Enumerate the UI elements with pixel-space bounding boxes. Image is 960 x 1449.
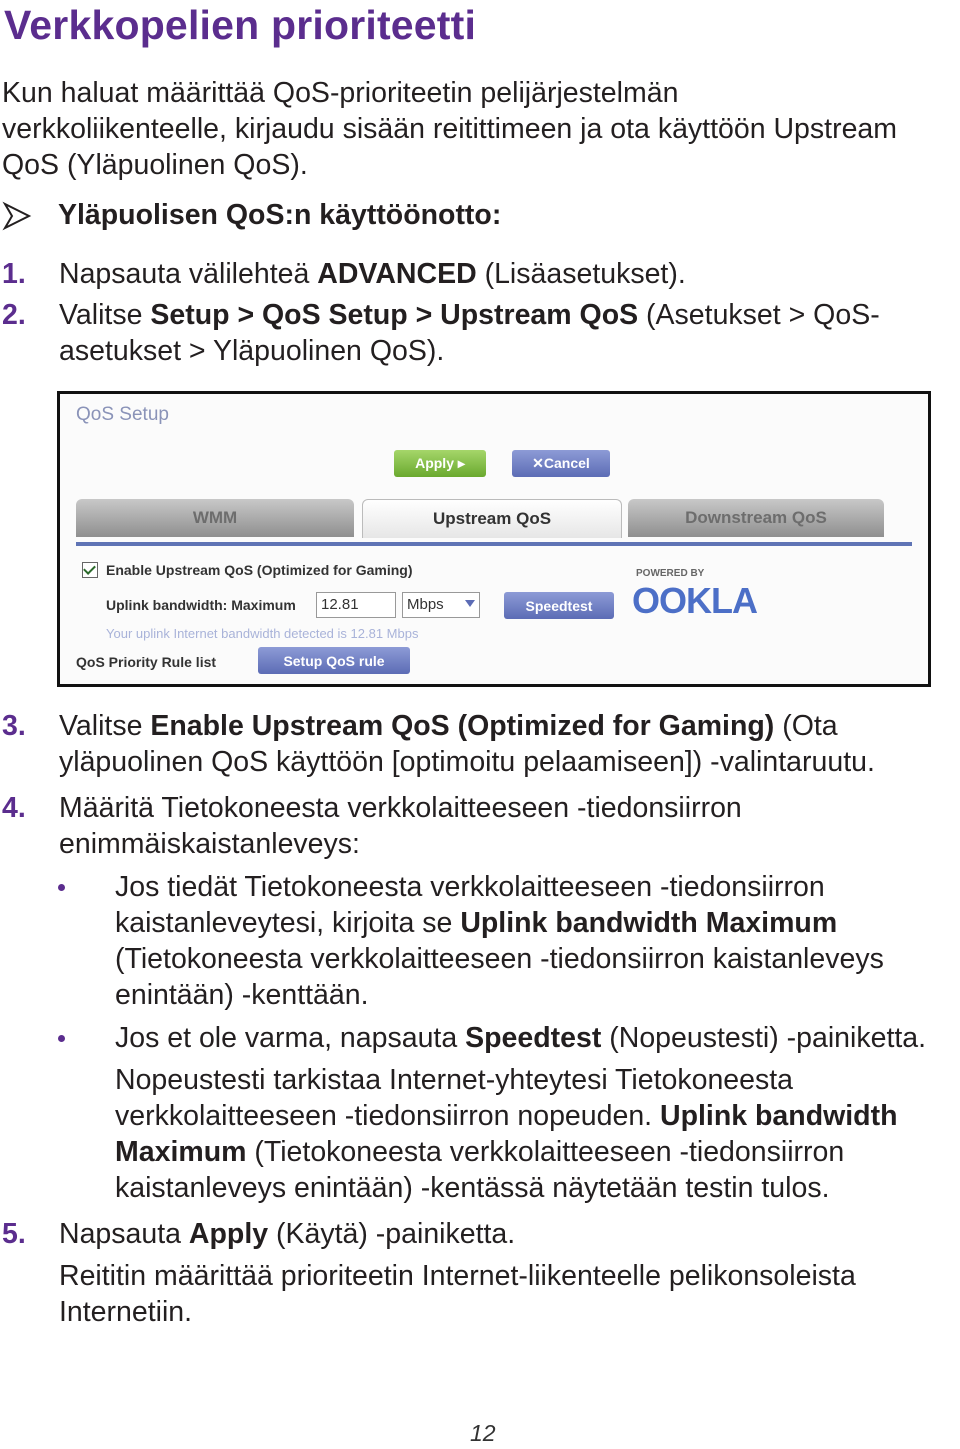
tab-downstream-qos[interactable]: Downstream QoS	[628, 499, 884, 537]
powered-by-text: POWERED BY	[636, 568, 705, 579]
intro-paragraph: Kun haluat määrittää QoS-prioriteetin pelijärjestelmän verkkoliikenteelle, kirjaudu sisään reitittimeen ja ota käyttöön Upstream QoS (Yläpuolinen QoS).	[2, 77, 898, 181]
step-number: 2.	[2, 299, 26, 331]
arrowhead-icon	[2, 201, 32, 231]
closing-paragraph: Reititin määrittää prioriteetin Internet-liikenteelle pelikonsoleista Internetiin.	[59, 1260, 856, 1328]
tab-wmm[interactable]: WMM	[76, 499, 354, 537]
step-text: Napsauta välilehteä ADVANCED (Lisäasetukset).	[59, 258, 686, 290]
speedtest-button[interactable]: Speedtest	[504, 592, 614, 619]
step-text: Valitse Setup > QoS Setup > Upstream QoS (Asetukset > QoS-asetukset > Yläpuolinen QoS).	[59, 299, 880, 367]
tab-divider	[76, 542, 912, 546]
enable-upstream-qos-row	[82, 562, 412, 578]
step-number: 1.	[2, 258, 26, 290]
step-number: 5.	[2, 1218, 26, 1250]
apply-button[interactable]: Apply ▸	[394, 450, 486, 477]
detected-bandwidth-text: Your uplink Internet bandwidth detected is 12.81 Mbps	[106, 626, 419, 641]
bandwidth-unit-select[interactable]	[402, 592, 480, 618]
tab-upstream-qos[interactable]: Upstream QoS	[362, 499, 622, 538]
cancel-button[interactable]: ✕Cancel	[512, 450, 610, 477]
bandwidth-unit-value: Mbps	[407, 596, 444, 613]
bullet-icon	[58, 884, 65, 891]
qos-setup-screenshot	[57, 391, 931, 687]
chevron-down-icon	[465, 600, 475, 607]
step-text: Määritä Tietokoneesta verkkolaitteeseen -tiedonsiirron enimmäiskaistanleveys:	[59, 792, 742, 860]
step-text: Napsauta Apply (Käytä) -painiketta.	[59, 1218, 516, 1250]
step-text: Valitse Enable Upstream QoS (Optimized for Gaming) (Ota yläpuolinen QoS käyttöön [optimoitu pelaamiseen]) -valintaruutu.	[59, 710, 875, 778]
procedure-heading	[2, 199, 501, 232]
bullet-text: Jos tiedät Tietokoneesta verkkolaitteeseen -tiedonsiirron kaistanleveytesi, kirjoita se Uplink bandwidth Maximum (Tietokoneesta verkkolaitteeseen -tiedonsiirron kaistanleveys enintään) -kenttään.	[115, 871, 884, 1011]
step-number: 3.	[2, 710, 26, 742]
bullet-icon	[58, 1035, 65, 1042]
speedtest-explanation: Nopeustesti tarkistaa Internet-yhteytesi Tietokoneesta verkkolaitteeseen -tiedonsiirron nopeuden. Uplink bandwidth Maximum (Tietokoneesta verkkolaitteeseen -tiedonsiirron kaistanleveys enintään) -kentässä näytetään testin tulos.	[115, 1064, 898, 1204]
uplink-bandwidth-label: Uplink bandwidth: Maximum	[106, 597, 296, 613]
ookla-logo: OOKLA	[632, 580, 757, 621]
setup-qos-rule-button[interactable]: Setup QoS rule	[258, 647, 410, 674]
enable-upstream-qos-checkbox[interactable]	[82, 562, 98, 578]
procedure-heading-text: Yläpuolisen QoS:n käyttöönotto:	[58, 199, 502, 231]
uplink-bandwidth-input[interactable]: 12.81	[316, 592, 396, 618]
page-number: 12	[470, 1420, 496, 1446]
qos-priority-rule-label: QoS Priority Rule list	[76, 654, 217, 670]
step-number: 4.	[2, 792, 26, 824]
qos-setup-title: QoS Setup	[76, 404, 169, 425]
page-title: Verkkopelien prioriteetti	[4, 2, 477, 48]
enable-upstream-qos-label: Enable Upstream QoS (Optimized for Gaming)	[106, 562, 413, 578]
bullet-text: Jos et ole varma, napsauta Speedtest (Nopeustesti) -painiketta.	[115, 1022, 927, 1054]
